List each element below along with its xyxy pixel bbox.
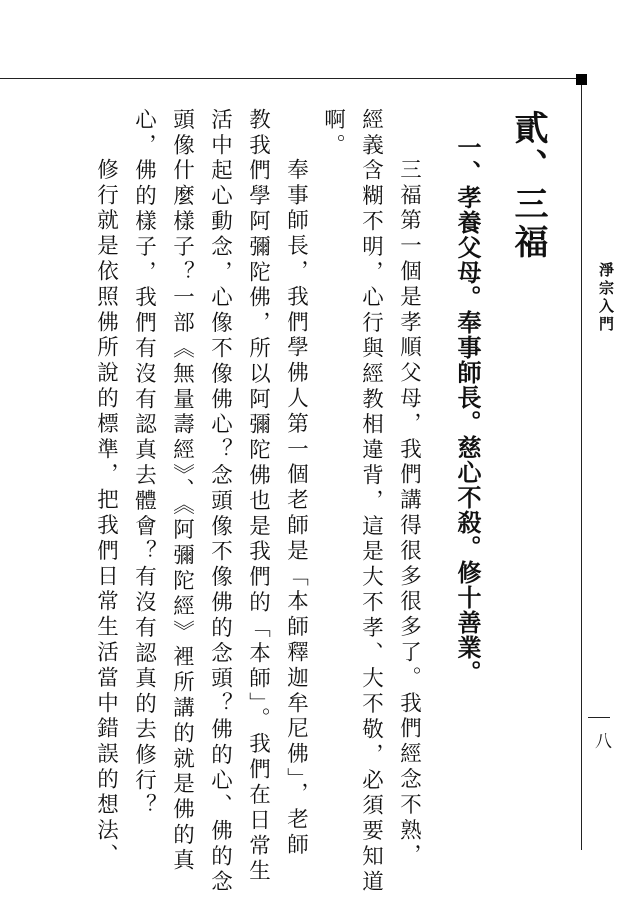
subheading: 一、孝養父母。奉事師長。慈心不殺。修十善業。 [453, 135, 482, 685]
corner-marker [576, 74, 587, 85]
body-column: 心，佛的樣子，我們有沒有認真去體會？有沒有認真的去修行？ [131, 108, 157, 820]
body-column: 頭像什麼樣子？一部《無量壽經》、《阿彌陀經》裡所講的就是佛的真 [169, 108, 195, 874]
body-column: 奉事師長，我們學佛人第一個老師是「本師釋迦牟尼佛」，老師 [283, 158, 309, 859]
running-title: 淨宗入門 [597, 262, 615, 334]
body-column: 教我們學阿彌陀佛，所以阿彌陀佛也是我們的「本師」。我們在日常生 [245, 108, 271, 885]
body-column: 三福第一個是孝順父母，我們講得很多很多了。我們經念不熟， [396, 158, 422, 870]
top-margin-rule [0, 78, 582, 79]
body-column: 修行就是依照佛所說的標準，把我們日常生活當中錯誤的想法、 [93, 158, 119, 870]
body-column: 活中起心動念，心像不像佛心？念頭像不像佛的念頭？佛的心、佛的念 [207, 108, 233, 896]
section-title: 貳、三福 [508, 110, 548, 262]
body-column: 啊。 [320, 108, 346, 159]
right-margin-rule [581, 78, 582, 850]
body-column: 經義含糊不明，心行與經教相違背，這是大不孝、大不敬，必須要知道 [358, 108, 384, 896]
folio-divider [588, 717, 610, 718]
page-number: 八 [591, 732, 611, 749]
